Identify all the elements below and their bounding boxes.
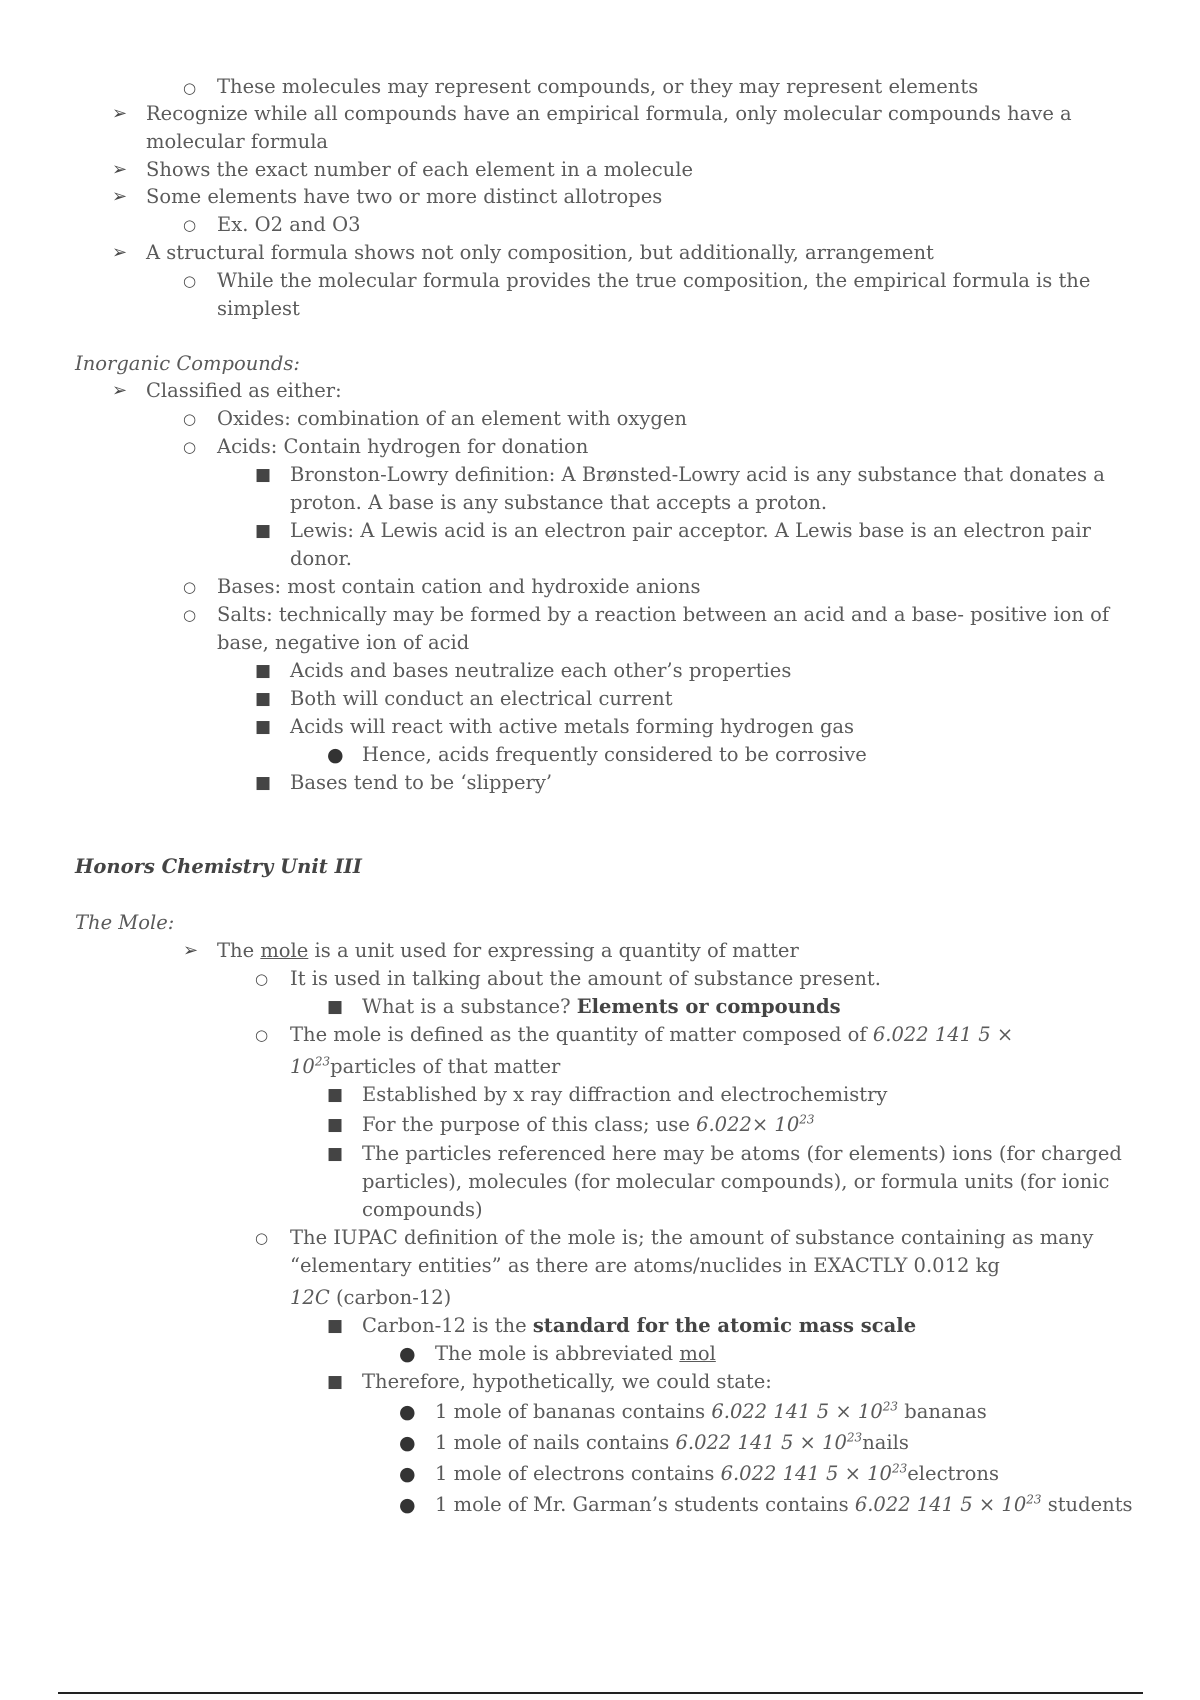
bullet-text <box>435 1461 999 1487</box>
bullet-text: Recognize while all compounds have an empirical formula, only molecular compounds have a <box>146 102 1072 125</box>
dot-bullet-icon: ● <box>399 1463 416 1485</box>
bottom-divider <box>58 1692 1143 1694</box>
underlined-term: mole <box>260 939 309 962</box>
bullet-text: Bases tend to be ‘slippery’ <box>290 771 553 794</box>
square-bullet-icon: ■ <box>327 1144 344 1164</box>
circle-bullet-icon: ○ <box>255 1229 269 1247</box>
square-bullet-icon: ■ <box>327 1085 344 1105</box>
bullet-text: The particles referenced here may be atoms (for elements) ions (for charged <box>362 1142 1122 1165</box>
math-number: 6.022× 10 <box>696 1113 800 1136</box>
circle-bullet-icon: ○ <box>183 79 197 97</box>
arrow-bullet-icon: ➢ <box>112 242 128 263</box>
text-run: nails <box>862 1431 909 1454</box>
arrow-bullet-icon: ➢ <box>112 159 128 180</box>
circle-bullet-icon: ○ <box>183 606 197 624</box>
bullet-text: Bases: most contain cation and hydroxide anions <box>217 575 701 598</box>
text-run: What is a substance? <box>362 995 577 1018</box>
arrow-bullet-icon: ➢ <box>183 940 199 961</box>
page-title: Honors Chemistry Unit III <box>75 855 362 878</box>
section-heading-inorganic: Inorganic Compounds: <box>75 352 300 375</box>
square-bullet-icon: ■ <box>255 689 272 709</box>
bullet-text-cont <box>290 1054 560 1080</box>
bullet-text <box>435 1430 909 1456</box>
section-heading-mole: The Mole: <box>75 911 175 934</box>
exponent: 23 <box>314 1054 331 1069</box>
math-symbol: 𝐶 <box>314 1286 330 1309</box>
math-number: 6.022 141 5 × 10 <box>720 1462 892 1485</box>
square-bullet-icon: ■ <box>255 773 272 793</box>
bullet-text-cont: particles), molecules (for molecular compounds), or formula units (for ionic <box>362 1170 1110 1193</box>
bullet-text <box>362 1112 815 1138</box>
bullet-text-cont: compounds) <box>362 1198 483 1221</box>
text-run: 1 mole of Mr. Garman’s students contains <box>435 1493 855 1516</box>
text-run: Carbon-12 is the <box>362 1314 533 1337</box>
bullet-text: Established by x ray diffraction and electrochemistry <box>362 1083 888 1106</box>
bullet-text <box>435 1492 1133 1518</box>
bullet-text <box>217 938 799 964</box>
bullet-text: Both will conduct an electrical current <box>290 687 673 710</box>
text-run: particles of that matter <box>330 1055 561 1078</box>
text-run: 1 mole of electrons contains <box>435 1462 721 1485</box>
bullet-text: It is used in talking about the amount of substance present. <box>290 967 881 990</box>
bullet-text: Classified as either: <box>146 379 342 402</box>
square-bullet-icon: ■ <box>327 1316 344 1336</box>
bullet-text-cont: donor. <box>290 547 352 570</box>
text-run: The <box>217 939 261 962</box>
dot-bullet-icon: ● <box>399 1432 416 1454</box>
underlined-term: mol <box>679 1342 716 1365</box>
bullet-text: Acids and bases neutralize each other’s properties <box>290 659 792 682</box>
math-number: 10 <box>290 1055 315 1078</box>
text-run: students <box>1041 1493 1133 1516</box>
bullet-text: Acids will react with active metals forming hydrogen gas <box>290 715 855 738</box>
bullet-text: Ex. O2 and O3 <box>217 213 361 236</box>
text-run: bananas <box>898 1400 987 1423</box>
circle-bullet-icon: ○ <box>183 438 197 456</box>
math-number: 6.022 141 5 × 10 <box>711 1400 883 1423</box>
arrow-bullet-icon: ➢ <box>112 186 128 207</box>
circle-bullet-icon: ○ <box>255 970 269 988</box>
bullet-text <box>435 1341 716 1367</box>
bullet-text: Hence, acids frequently considered to be corrosive <box>362 743 867 766</box>
square-bullet-icon: ■ <box>255 717 272 737</box>
dot-bullet-icon: ● <box>399 1494 416 1516</box>
bullet-text <box>435 1399 987 1425</box>
exponent: 23 <box>891 1461 908 1476</box>
bullet-text: Shows the exact number of each element in a molecule <box>146 158 693 181</box>
math-number: 12 <box>290 1286 315 1309</box>
text-run: 1 mole of nails contains <box>435 1431 676 1454</box>
text-run: The mole is abbreviated <box>435 1342 680 1365</box>
bullet-text: The IUPAC definition of the mole is; the amount of substance containing as many <box>290 1226 1094 1249</box>
bullet-text-cont: base, negative ion of acid <box>217 631 470 654</box>
square-bullet-icon: ■ <box>255 465 272 485</box>
math-number: 6.022 141 5 × 10 <box>675 1431 847 1454</box>
bullet-text: While the molecular formula provides the true composition, the empirical formula is the <box>217 269 1091 292</box>
text-run: 1 mole of bananas contains <box>435 1400 712 1423</box>
square-bullet-icon: ■ <box>327 1372 344 1392</box>
text-run: For the purpose of this class; use <box>362 1113 697 1136</box>
text-run: The mole is defined as the quantity of matter composed of <box>290 1023 873 1046</box>
math-number: 6.022 141 5 × 10 <box>854 1493 1027 1516</box>
bullet-text: A structural formula shows not only composition, but additionally, arrangement <box>146 241 934 264</box>
text-run: (carbon-12) <box>329 1286 452 1309</box>
bullet-text-cont: simplest <box>217 297 300 320</box>
math-number: 6.022 141 5 × <box>872 1023 1014 1046</box>
dot-bullet-icon: ● <box>327 744 344 766</box>
bullet-text: Oxides: combination of an element with oxygen <box>217 407 687 430</box>
circle-bullet-icon: ○ <box>183 272 197 290</box>
bullet-text: Some elements have two or more distinct allotropes <box>146 185 663 208</box>
square-bullet-icon: ■ <box>255 661 272 681</box>
square-bullet-icon: ■ <box>327 997 344 1017</box>
circle-bullet-icon: ○ <box>183 410 197 428</box>
exponent: 23 <box>1026 1492 1042 1507</box>
bullet-text: Acids: Contain hydrogen for donation <box>217 435 589 458</box>
bullet-text: Salts: technically may be formed by a reaction between an acid and a base- positive ion of <box>217 603 1110 626</box>
bullet-text-cont: “elementary entities” as there are atoms/nuclides in EXACTLY 0.012 kg <box>290 1254 1000 1277</box>
dot-bullet-icon: ● <box>399 1401 416 1423</box>
bullet-text-cont: molecular formula <box>146 130 329 153</box>
bullet-text-cont <box>290 1285 451 1311</box>
text-run: electrons <box>907 1462 999 1485</box>
circle-bullet-icon: ○ <box>183 216 197 234</box>
bullet-text: Lewis: A Lewis acid is an electron pair acceptor. A Lewis base is an electron pair <box>290 519 1091 542</box>
bullet-text-cont: proton. A base is any substance that accepts a proton. <box>290 491 828 514</box>
bullet-text: These molecules may represent compounds, or they may represent elements <box>217 75 979 98</box>
dot-bullet-icon: ● <box>399 1343 416 1365</box>
arrow-bullet-icon: ➢ <box>112 380 128 401</box>
bullet-text <box>362 994 841 1020</box>
exponent: 23 <box>799 1112 815 1127</box>
bullet-text <box>362 1313 916 1339</box>
bullet-text <box>290 1022 1013 1048</box>
exponent: 23 <box>882 1399 899 1414</box>
bullet-text: Bronston-Lowry definition: A Brønsted-Lowry acid is any substance that donates a <box>290 463 1105 486</box>
circle-bullet-icon: ○ <box>183 578 197 596</box>
bullet-text: Therefore, hypothetically, we could state: <box>362 1370 772 1393</box>
arrow-bullet-icon: ➢ <box>112 103 128 124</box>
circle-bullet-icon: ○ <box>255 1026 269 1044</box>
bold-term: standard for the atomic mass scale <box>532 1314 917 1337</box>
text-run: is a unit used for expressing a quantity of matter <box>308 939 799 962</box>
square-bullet-icon: ■ <box>255 521 272 541</box>
bold-term: Elements or compounds <box>576 995 841 1018</box>
square-bullet-icon: ■ <box>327 1115 344 1135</box>
exponent: 23 <box>846 1430 863 1445</box>
